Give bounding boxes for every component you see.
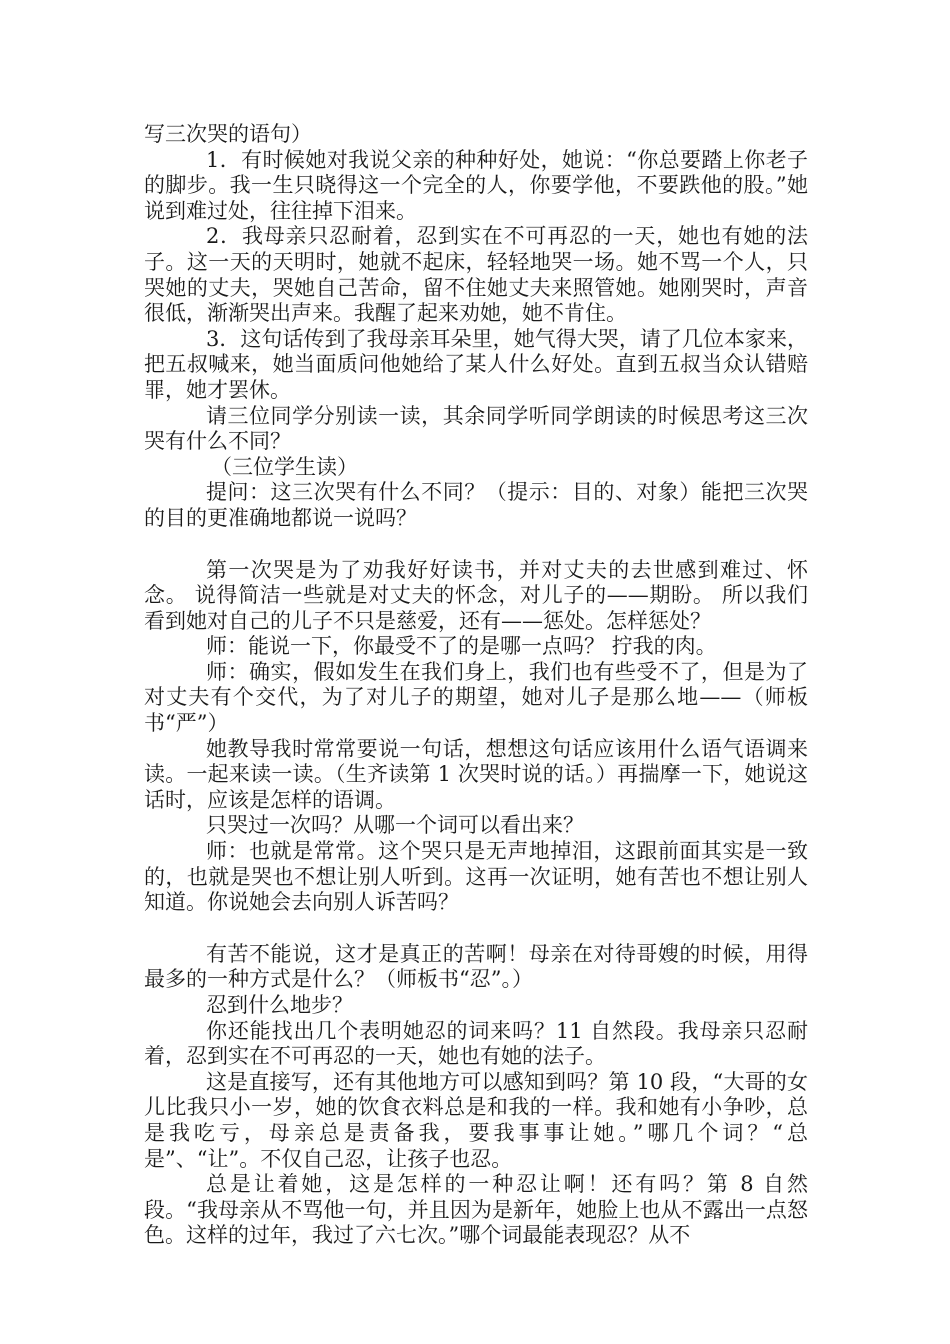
paragraph: 总是让着她，这是怎样的一种忍让啊！还有吗？第 8 自然段。“我母亲从不骂他一句，并且因为是新年，她脸上也从不露出一点怒色。这样的过年，我过了六七次。”哪个词最能表现忍？从不 — [144, 1172, 808, 1248]
paragraph: 3．这句话传到了我母亲耳朵里，她气得大哭，请了几位本家来，把五叔喊来，她当面质问他她给了某人什么好处。直到五叔当众认错赔罪，她才罢休。 — [144, 326, 808, 402]
paragraph: 这是直接写，还有其他地方可以感知到吗？第 10 段，“大哥的女儿比我只小一岁，她的饮食衣料总是和我的一样。我和她有小争吵，总是我吃亏，母亲总是责备我，要我事事让她。”哪几个词？“总是”、“让”。不仅自己忍，让孩子也忍。 — [144, 1069, 808, 1171]
paragraph: 你还能找出几个表明她忍的词来吗？11 自然段。我母亲只忍耐着，忍到实在不可再忍的一天，她也有她的法子。 — [144, 1018, 808, 1069]
paragraph: 忍到什么地步？ — [206, 993, 353, 1017]
paragraph: 写三次哭的语句） — [144, 122, 312, 146]
paragraph: 有苦不能说，这才是真正的苦啊！母亲在对待哥嫂的时候，用得最多的一种方式是什么？（师板书“忍”。） — [144, 941, 808, 992]
paragraph: 请三位同学分别读一读，其余同学听同学朗读的时候思考这三次哭有什么不同？ — [144, 403, 808, 454]
paragraph: 师：也就是常常。这个哭只是无声地掉泪，这跟前面其实是一致的，也就是哭也不想让别人听到。这再一次证明，她有苦也不想让别人知道。你说她会去向别人诉苦吗？ — [144, 839, 808, 915]
blank-line — [144, 532, 808, 558]
paragraph: 师：能说一下，你最受不了的是哪一点吗？ 拧我的肉。 — [206, 634, 717, 659]
paragraph: 2．我母亲只忍耐着，忍到实在不可再忍的一天，她也有她的法子。这一天的天明时，她就不起床，轻轻地哭一场。她不骂一个人，只哭她的丈夫，哭她自己苦命，留不住她丈夫来照管她。她刚哭时，声音很低，渐渐哭出声来。我醒了起来劝她，她不肯住。 — [144, 224, 808, 326]
document-page — [144, 122, 808, 1249]
paragraph: 只哭过一次吗？从哪一个词可以看出来？ — [206, 813, 584, 838]
paragraph: 她教导我时常常要说一句话，想想这句话应该用什么语气语调来读。一起来读一读。（生齐读第 1 次哭时说的话。）再揣摩一下，她说这话时，应该是怎样的语调。 — [144, 736, 808, 812]
paragraph: 第一次哭是为了劝我好好读书，并对丈夫的去世感到难过、怀念。 说得简洁一些就是对丈夫的怀念，对儿子的——期盼。 所以我们看到她对自己的儿子不只是慈爱，还有——惩处。怎样惩处？ — [144, 557, 808, 633]
paragraph: （三位学生读） — [211, 454, 358, 479]
paragraph: 师：确实，假如发生在我们身上，我们也有些受不了，但是为了对丈夫有个交代，为了对儿子的期望，她对儿子是那么地——（师板书“严”） — [144, 659, 808, 736]
paragraph: 提问：这三次哭有什么不同？（提示：目的、对象）能把三次哭的目的更准确地都说一说吗？ — [144, 480, 808, 530]
blank-line — [144, 916, 808, 942]
paragraph: 1．有时候她对我说父亲的种种好处，她说：“你总要踏上你老子的脚步。我一生只晓得这一个完全的人，你要学他，不要跌他的股。”她说到难过处，往往掉下泪来。 — [144, 147, 808, 223]
